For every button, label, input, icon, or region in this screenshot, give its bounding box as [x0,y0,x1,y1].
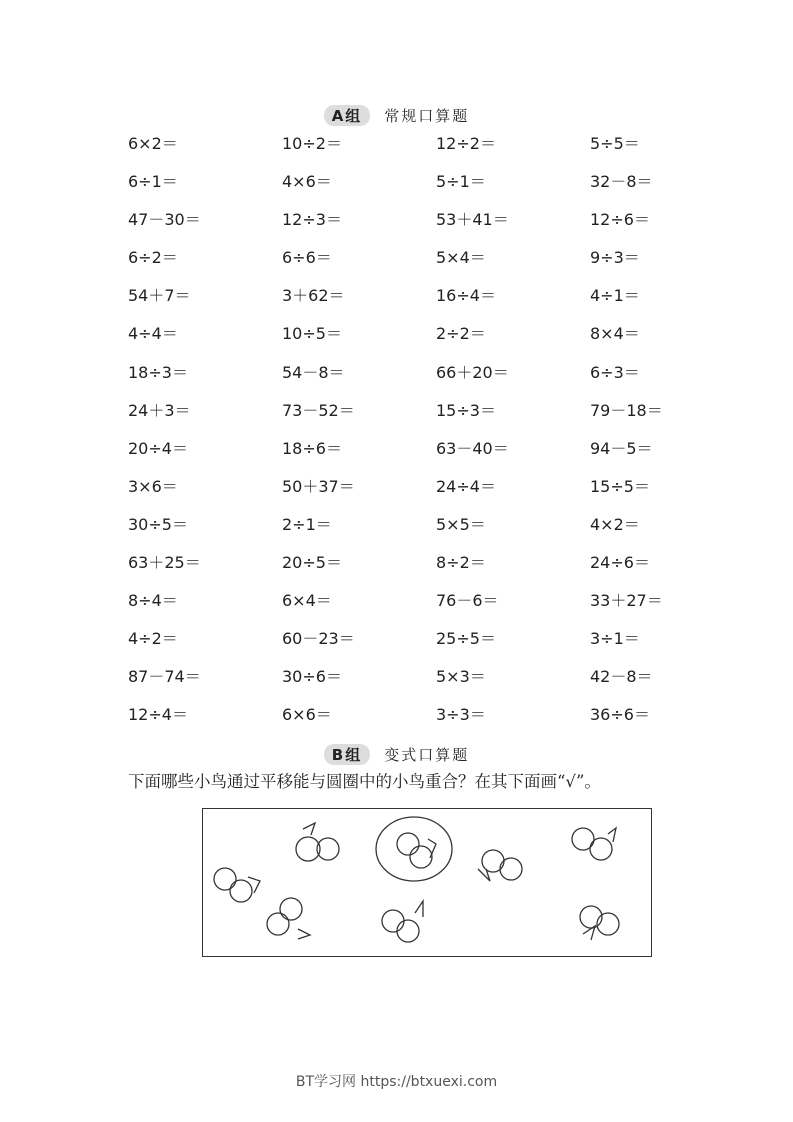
bird-icon [214,868,260,902]
birds-picture [202,808,652,957]
problem-row [128,134,744,172]
problem-row [128,439,744,477]
problem: 2÷2＝ [436,324,486,344]
section-a-badge: A组 [324,105,371,126]
problem: 6×2＝ [128,134,178,153]
problem: 36÷6＝ [590,705,650,725]
problem: 6÷3＝ [590,362,640,382]
problem: 5×4＝ [436,248,486,268]
problem-row [128,172,744,210]
problem-row [128,324,744,362]
bird-icon [397,833,436,868]
bird-icon [267,898,310,939]
birds-illustration [203,809,651,956]
problem: 12÷4＝ [128,705,188,725]
problem: 9÷3＝ [590,248,640,268]
problem: 5÷1＝ [436,172,486,192]
bird-icon [478,850,522,881]
problem: 6×4＝ [282,591,332,611]
problem: 4÷1＝ [590,286,640,306]
problem-row [128,210,744,248]
problem: 10÷2＝ [282,134,342,153]
problem: 94－5＝ [590,438,653,458]
problem: 33＋27＝ [590,591,663,611]
problem: 4×2＝ [590,514,640,534]
problem: 87－74＝ [128,667,201,687]
problem: 8×4＝ [590,324,640,344]
problem: 2÷1＝ [282,514,332,534]
problem: 50＋37＝ [282,476,355,496]
bird-icon [382,901,423,942]
problem: 16÷4＝ [436,286,496,306]
problem: 6÷2＝ [128,248,178,268]
problem: 3×6＝ [128,476,178,496]
problem-row [128,667,744,705]
problem: 76－6＝ [436,591,499,611]
problem: 73－52＝ [282,400,355,420]
problem: 24÷6＝ [590,553,650,573]
problem: 3÷1＝ [590,629,640,649]
problem: 25÷5＝ [436,629,496,649]
problem-row [128,591,744,629]
problem-row [128,363,744,401]
problem: 79－18＝ [590,400,663,420]
problem: 5×5＝ [436,514,486,534]
problem: 3＋62＝ [282,286,345,306]
problem: 53＋41＝ [436,210,509,230]
problem: 8÷4＝ [128,591,178,611]
problem: 30÷5＝ [128,514,188,534]
problem: 4×6＝ [282,172,332,192]
section-b-title: 变式口算题 [384,746,470,764]
problem: 24＋3＝ [128,400,191,420]
problem-row [128,286,744,324]
problem: 5÷5＝ [590,134,640,153]
problem: 4÷4＝ [128,324,178,344]
problem-row [128,477,744,515]
problem: 15÷5＝ [590,476,650,496]
section-b-header [0,744,793,765]
problem-row [128,705,744,743]
problem: 66＋20＝ [436,362,509,382]
footer-watermark: BT学习网 https://btxuexi.com [295,1074,498,1090]
section-b-badge: B组 [324,744,370,765]
problem: 20÷4＝ [128,438,188,458]
problem: 12÷6＝ [590,210,650,230]
problem: 10÷5＝ [282,324,342,344]
problem: 30÷6＝ [282,667,342,687]
problem: 4÷2＝ [128,629,178,649]
bird-icon [572,828,616,860]
problem: 42－8＝ [590,667,653,687]
problem: 18÷6＝ [282,438,342,458]
section-a-title: 常规口算题 [384,107,470,125]
problem: 6÷1＝ [128,172,178,192]
bird-icon [296,823,339,861]
problem-row [128,515,744,553]
instruction-text: 下面哪些小鸟通过平移能与圆圈中的小鸟重合？在其下面画“√”。 [128,772,601,791]
problem: 12÷3＝ [282,210,342,230]
problem: 24÷4＝ [436,476,496,496]
problem-grid [128,134,744,744]
problem-row [128,248,744,286]
problem: 47－30＝ [128,210,201,230]
problem: 54＋7＝ [128,286,191,306]
section-a-header [0,105,793,126]
problem-row [128,553,744,591]
problem-row [128,629,744,667]
problem: 8÷2＝ [436,553,486,573]
problem: 60－23＝ [282,629,355,649]
problem: 6÷6＝ [282,248,332,268]
problem: 54－8＝ [282,362,345,382]
problem: 6×6＝ [282,705,332,725]
problem: 63－40＝ [436,438,509,458]
problem: 32－8＝ [590,172,653,192]
problem: 3÷3＝ [436,705,486,725]
problem: 5×3＝ [436,667,486,687]
bird-icon [580,906,619,940]
problem-row [128,401,744,439]
problem: 18÷3＝ [128,362,188,382]
problem: 63＋25＝ [128,553,201,573]
problem: 20÷5＝ [282,553,342,573]
problem: 12÷2＝ [436,134,496,153]
problem: 15÷3＝ [436,400,496,420]
